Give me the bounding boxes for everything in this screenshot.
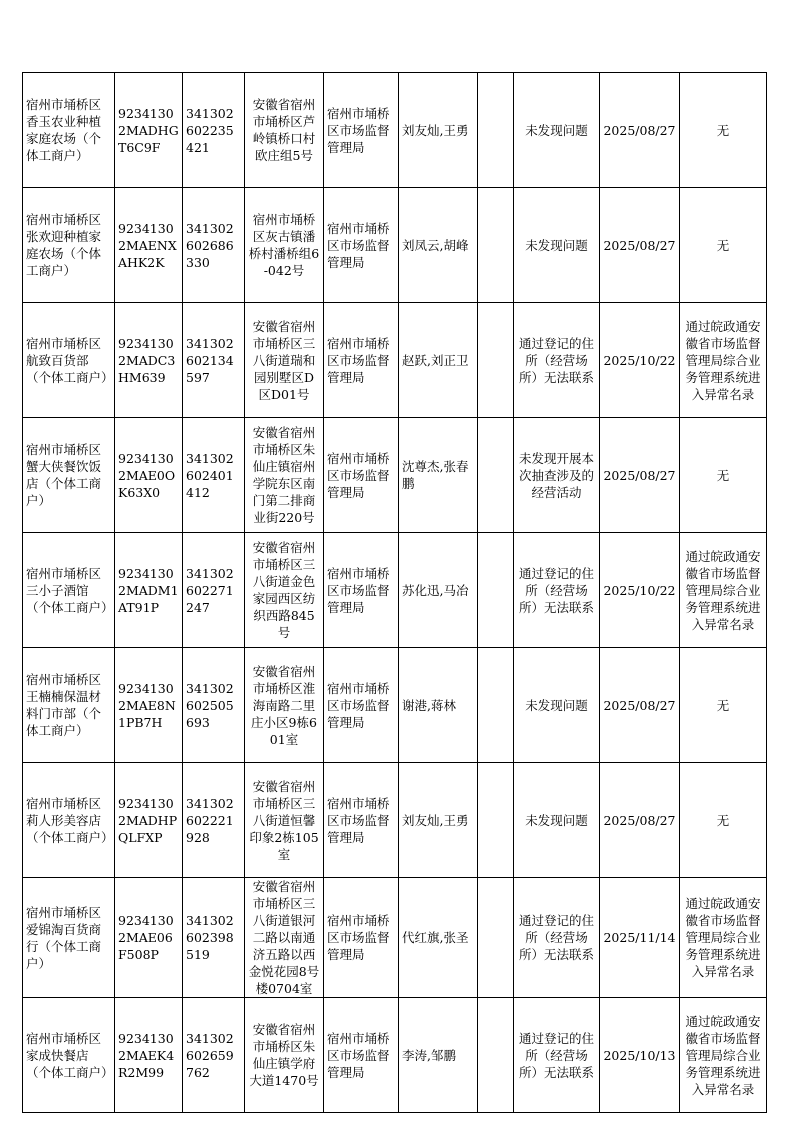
authority-cell: 宿州市埇桥区市场监督管理局 (324, 73, 399, 188)
inspectors-cell: 刘凤云,胡峰 (399, 188, 478, 303)
blank-cell (478, 533, 514, 648)
date-cell: 2025/10/13 (600, 998, 680, 1113)
table-row (23, 188, 767, 303)
blank-cell (478, 418, 514, 533)
business-name-cell: 宿州市埇桥区张欢迎种植家庭农场（个体工商户） (23, 188, 115, 303)
blank-cell (478, 648, 514, 763)
inspectors-cell: 谢港,蒋林 (399, 648, 478, 763)
authority-cell: 宿州市埇桥区市场监督管理局 (324, 188, 399, 303)
authority-cell: 宿州市埇桥区市场监督管理局 (324, 878, 399, 998)
address-cell: 宿州市埇桥区灰古镇潘桥村潘桥组6-042号 (245, 188, 324, 303)
business-name-cell: 宿州市埇桥区莉人形美容店（个体工商户） (23, 763, 115, 878)
inspectors-cell: 沈尊杰,张春鹏 (399, 418, 478, 533)
credit-code-cell: 92341302MAE8N1PB7H (115, 648, 183, 763)
date-cell: 2025/10/22 (600, 533, 680, 648)
credit-code-cell: 92341302MADC3HM639 (115, 303, 183, 418)
address-cell: 安徽省宿州市埇桥区朱仙庄镇学府大道1470号 (245, 998, 324, 1113)
credit-code-cell: 92341302MAENXAHK2K (115, 188, 183, 303)
date-cell: 2025/08/27 (600, 73, 680, 188)
table-row (23, 998, 767, 1113)
table-row (23, 763, 767, 878)
date-cell: 2025/11/14 (600, 878, 680, 998)
table-row (23, 73, 767, 188)
action-cell: 通过皖政通安徽省市场监督管理局综合业务管理系统进入异常名录 (680, 303, 767, 418)
action-cell: 无 (680, 418, 767, 533)
action-cell: 无 (680, 763, 767, 878)
credit-code-cell: 92341302MADM1AT91P (115, 533, 183, 648)
table-row (23, 878, 767, 998)
blank-cell (478, 303, 514, 418)
action-cell: 无 (680, 648, 767, 763)
business-name-cell: 宿州市埇桥区航致百货部（个体工商户） (23, 303, 115, 418)
result-cell: 通过登记的住所（经营场所）无法联系 (514, 303, 600, 418)
business-name-cell: 宿州市埇桥区三小子酒馆（个体工商户） (23, 533, 115, 648)
table-row (23, 533, 767, 648)
date-cell: 2025/08/27 (600, 648, 680, 763)
authority-cell: 宿州市埇桥区市场监督管理局 (324, 303, 399, 418)
address-cell: 安徽省宿州市埇桥区朱仙庄镇宿州学院东区南门第二排商业街220号 (245, 418, 324, 533)
result-cell: 通过登记的住所（经营场所）无法联系 (514, 533, 600, 648)
action-cell: 通过皖政通安徽省市场监督管理局综合业务管理系统进入异常名录 (680, 998, 767, 1113)
inspectors-cell: 刘友灿,王勇 (399, 763, 478, 878)
inspectors-cell: 李涛,邹鹏 (399, 998, 478, 1113)
address-cell: 安徽省宿州市埇桥区三八街道金色家园西区纺织西路845号 (245, 533, 324, 648)
credit-code-cell: 92341302MADHPQLFXP (115, 763, 183, 878)
registration-number-cell: 341302602398519 (183, 878, 245, 998)
table-body (23, 73, 767, 1113)
registration-number-cell: 341302602659762 (183, 998, 245, 1113)
table-row (23, 303, 767, 418)
table-row (23, 648, 767, 763)
action-cell: 通过皖政通安徽省市场监督管理局综合业务管理系统进入异常名录 (680, 533, 767, 648)
blank-cell (478, 73, 514, 188)
authority-cell: 宿州市埇桥区市场监督管理局 (324, 533, 399, 648)
business-name-cell: 宿州市埇桥区香玉农业种植家庭农场（个体工商户） (23, 73, 115, 188)
blank-cell (478, 998, 514, 1113)
authority-cell: 宿州市埇桥区市场监督管理局 (324, 763, 399, 878)
credit-code-cell: 92341302MAE0OK63X0 (115, 418, 183, 533)
credit-code-cell: 92341302MAE06F508P (115, 878, 183, 998)
result-cell: 未发现问题 (514, 73, 600, 188)
action-cell: 通过皖政通安徽省市场监督管理局综合业务管理系统进入异常名录 (680, 878, 767, 998)
authority-cell: 宿州市埇桥区市场监督管理局 (324, 648, 399, 763)
date-cell: 2025/08/27 (600, 763, 680, 878)
registration-number-cell: 341302602271247 (183, 533, 245, 648)
result-cell: 未发现开展本次抽查涉及的经营活动 (514, 418, 600, 533)
blank-cell (478, 188, 514, 303)
date-cell: 2025/10/22 (600, 303, 680, 418)
inspectors-cell: 苏化迅,马冶 (399, 533, 478, 648)
registration-number-cell: 341302602505693 (183, 648, 245, 763)
business-name-cell: 宿州市埇桥区蟹大侠餐饮饭店（个体工商户） (23, 418, 115, 533)
result-cell: 未发现问题 (514, 188, 600, 303)
registration-number-cell: 341302602401412 (183, 418, 245, 533)
date-cell: 2025/08/27 (600, 418, 680, 533)
address-cell: 安徽省宿州市埇桥区三八街道恒馨印象2栋105室 (245, 763, 324, 878)
inspection-results-table (22, 72, 767, 1113)
action-cell: 无 (680, 188, 767, 303)
registration-number-cell: 341302602221928 (183, 763, 245, 878)
address-cell: 安徽省宿州市埇桥区三八街道瑞和园别墅区D区D01号 (245, 303, 324, 418)
inspectors-cell: 代红旗,张圣 (399, 878, 478, 998)
blank-cell (478, 878, 514, 998)
business-name-cell: 宿州市埇桥区家成快餐店（个体工商户） (23, 998, 115, 1113)
inspectors-cell: 刘友灿,王勇 (399, 73, 478, 188)
result-cell: 未发现问题 (514, 763, 600, 878)
address-cell: 安徽省宿州市埇桥区淮海南路二里庄小区9栋601室 (245, 648, 324, 763)
authority-cell: 宿州市埇桥区市场监督管理局 (324, 998, 399, 1113)
business-name-cell: 宿州市埇桥区王楠楠保温材料门市部（个体工商户） (23, 648, 115, 763)
result-cell: 通过登记的住所（经营场所）无法联系 (514, 878, 600, 998)
date-cell: 2025/08/27 (600, 188, 680, 303)
result-cell: 未发现问题 (514, 648, 600, 763)
business-name-cell: 宿州市埇桥区爱锦淘百货商行（个体工商户） (23, 878, 115, 998)
authority-cell: 宿州市埇桥区市场监督管理局 (324, 418, 399, 533)
blank-cell (478, 763, 514, 878)
table-row (23, 418, 767, 533)
address-cell: 安徽省宿州市埇桥区三八街道银河二路以南通济五路以西金悦花园8号楼0704室 (245, 878, 324, 998)
registration-number-cell: 341302602134597 (183, 303, 245, 418)
registration-number-cell: 341302602686330 (183, 188, 245, 303)
registration-number-cell: 341302602235421 (183, 73, 245, 188)
address-cell: 安徽省宿州市埇桥区芦岭镇桥口村欧庄组5号 (245, 73, 324, 188)
result-cell: 通过登记的住所（经营场所）无法联系 (514, 998, 600, 1113)
credit-code-cell: 92341302MAEK4R2M99 (115, 998, 183, 1113)
credit-code-cell: 92341302MADHGT6C9F (115, 73, 183, 188)
action-cell: 无 (680, 73, 767, 188)
inspectors-cell: 赵跃,刘正卫 (399, 303, 478, 418)
